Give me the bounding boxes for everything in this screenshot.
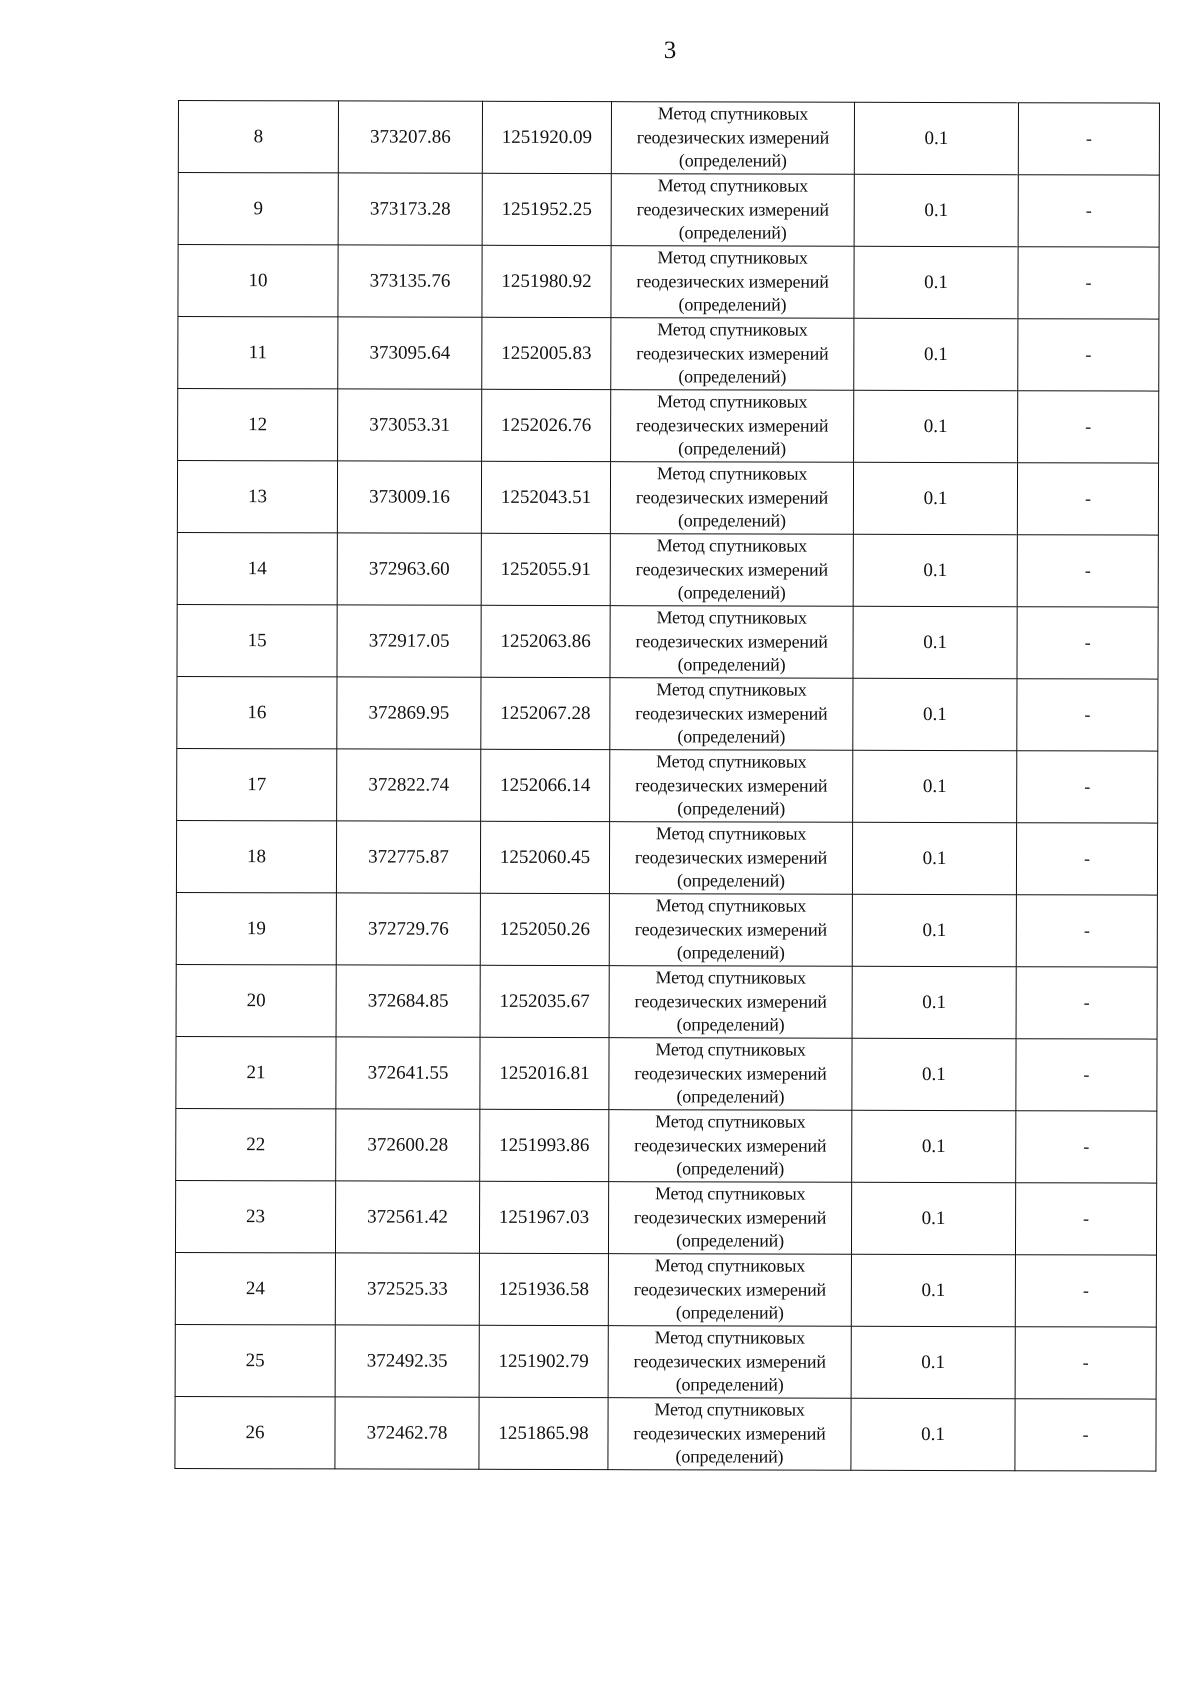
y-coordinate-cell: 1252026.76 xyxy=(482,389,611,461)
x-coordinate-cell: 372963.60 xyxy=(337,533,481,605)
description-cell: - xyxy=(1018,319,1159,391)
method-line: Метод спутниковых xyxy=(656,679,807,701)
method-line: (определений) xyxy=(678,150,787,171)
point-number-cell: 10 xyxy=(178,245,338,317)
method-cell xyxy=(609,822,852,895)
method-line: (определений) xyxy=(678,366,787,387)
point-number-cell: 22 xyxy=(176,1108,336,1180)
coordinates-table-body xyxy=(175,101,1160,1472)
method-line: (определений) xyxy=(677,510,786,531)
method-line: Метод спутниковых xyxy=(655,1039,806,1061)
table-row xyxy=(178,245,1159,320)
method-line: геодезических измерений xyxy=(633,1206,827,1228)
method-line: геодезических измерений xyxy=(636,270,829,292)
y-coordinate-cell: 1251865.98 xyxy=(479,1397,608,1469)
description-cell: - xyxy=(1016,823,1157,895)
method-line: (определений) xyxy=(677,582,786,603)
description-cell: - xyxy=(1016,967,1157,1039)
method-line: Метод спутниковых xyxy=(654,1255,806,1277)
y-coordinate-cell: 1251980.92 xyxy=(482,245,611,317)
description-cell: - xyxy=(1015,1399,1156,1471)
y-coordinate-cell: 1252035.67 xyxy=(480,965,609,1037)
method-line: геодезических измерений xyxy=(633,1422,826,1444)
description-cell: - xyxy=(1016,895,1157,967)
method-line: Метод спутниковых xyxy=(655,823,807,845)
method-line: геодезических измерений xyxy=(634,990,827,1012)
table-row xyxy=(176,1108,1157,1183)
method-line: (определений) xyxy=(676,942,785,963)
method-line: Метод спутниковых xyxy=(655,967,806,989)
description-cell: - xyxy=(1015,1183,1156,1255)
method-line: Метод спутниковых xyxy=(654,1183,806,1205)
method-cell xyxy=(610,606,853,679)
method-line: Метод спутниковых xyxy=(657,391,808,413)
x-coordinate-cell: 372775.87 xyxy=(336,821,480,893)
table-row xyxy=(177,748,1158,823)
description-cell: - xyxy=(1016,1111,1157,1183)
point-number-cell: 23 xyxy=(175,1180,335,1252)
accuracy-cell: 0.1 xyxy=(852,966,1016,1038)
y-coordinate-cell: 1252005.83 xyxy=(482,317,611,389)
point-number-cell: 15 xyxy=(177,604,337,676)
method-cell xyxy=(610,750,853,823)
table-row xyxy=(176,892,1157,967)
point-number-cell: 17 xyxy=(177,748,337,820)
description-cell: - xyxy=(1017,463,1158,535)
method-line: Метод спутниковых xyxy=(656,607,807,629)
description-cell: - xyxy=(1015,1327,1156,1399)
method-line: (определений) xyxy=(676,1014,785,1035)
method-line: (определений) xyxy=(678,294,787,315)
table-row xyxy=(178,389,1159,464)
description-cell: - xyxy=(1018,103,1159,175)
method-line: Метод спутниковых xyxy=(657,175,808,197)
description-cell: - xyxy=(1017,535,1158,607)
point-number-cell: 26 xyxy=(175,1396,335,1468)
accuracy-cell: 0.1 xyxy=(854,390,1018,462)
table-row xyxy=(177,676,1158,751)
x-coordinate-cell: 373095.64 xyxy=(338,317,482,389)
method-line: (определений) xyxy=(677,726,786,747)
accuracy-cell: 0.1 xyxy=(851,1326,1015,1398)
point-number-cell: 24 xyxy=(175,1252,335,1324)
table-row xyxy=(175,1180,1156,1255)
point-number-cell: 8 xyxy=(178,101,338,173)
method-line: (определений) xyxy=(677,798,786,819)
method-line: геодезических измерений xyxy=(635,414,829,436)
method-line: (определений) xyxy=(678,222,787,243)
method-line: геодезических измерений xyxy=(633,1350,826,1372)
description-cell: - xyxy=(1017,607,1158,679)
description-cell: - xyxy=(1018,391,1159,463)
method-line: Метод спутниковых xyxy=(656,463,808,485)
point-number-cell: 13 xyxy=(177,461,337,533)
point-number-cell: 16 xyxy=(177,676,337,748)
method-line: геодезических измерений xyxy=(635,486,829,508)
method-line: (определений) xyxy=(675,1446,784,1467)
method-line: геодезических измерений xyxy=(634,1062,827,1084)
method-cell xyxy=(608,1254,851,1327)
y-coordinate-cell: 1252063.86 xyxy=(481,605,610,677)
method-line: геодезических измерений xyxy=(635,630,828,652)
method-cell xyxy=(610,462,853,535)
method-line: (определений) xyxy=(676,1086,785,1107)
y-coordinate-cell: 1252016.81 xyxy=(480,1037,609,1109)
method-cell xyxy=(608,1326,851,1399)
y-coordinate-cell: 1252055.91 xyxy=(481,533,610,605)
page-number: 3 xyxy=(663,37,677,64)
method-cell xyxy=(611,246,854,319)
method-line: (определений) xyxy=(677,654,786,675)
table-row xyxy=(175,1324,1156,1399)
table-row xyxy=(176,1036,1157,1111)
method-line: (определений) xyxy=(675,1302,784,1323)
accuracy-cell: 0.1 xyxy=(853,750,1017,822)
x-coordinate-cell: 372729.76 xyxy=(336,893,480,965)
method-line: (определений) xyxy=(676,1230,784,1251)
y-coordinate-cell: 1251920.09 xyxy=(482,101,611,173)
y-coordinate-cell: 1252066.14 xyxy=(481,749,610,821)
method-cell xyxy=(609,894,852,967)
accuracy-cell: 0.1 xyxy=(853,606,1017,678)
point-number-cell: 21 xyxy=(176,1036,336,1108)
x-coordinate-cell: 373207.86 xyxy=(338,101,482,173)
method-line: Метод спутниковых xyxy=(654,1327,805,1349)
method-line: Метод спутниковых xyxy=(655,1111,806,1133)
description-cell: - xyxy=(1017,679,1158,751)
point-number-cell: 18 xyxy=(176,820,336,892)
x-coordinate-cell: 372641.55 xyxy=(336,1037,480,1109)
method-line: геодезических измерений xyxy=(634,1134,827,1156)
x-coordinate-cell: 372869.95 xyxy=(337,677,481,749)
table-row xyxy=(176,820,1157,895)
y-coordinate-cell: 1251902.79 xyxy=(479,1325,608,1397)
x-coordinate-cell: 372917.05 xyxy=(337,605,481,677)
accuracy-cell: 0.1 xyxy=(854,102,1018,174)
method-cell xyxy=(610,534,853,607)
method-line: Метод спутниковых xyxy=(654,1399,805,1421)
accuracy-cell: 0.1 xyxy=(852,1038,1016,1110)
y-coordinate-cell: 1252060.45 xyxy=(480,821,609,893)
table-row xyxy=(177,532,1158,607)
accuracy-cell: 0.1 xyxy=(852,1110,1016,1182)
point-number-cell: 20 xyxy=(176,964,336,1036)
table-row xyxy=(175,1252,1156,1327)
method-cell xyxy=(611,174,854,247)
method-cell xyxy=(610,678,853,751)
x-coordinate-cell: 372822.74 xyxy=(337,749,481,821)
table-row xyxy=(177,461,1158,536)
x-coordinate-cell: 372684.85 xyxy=(336,965,480,1037)
y-coordinate-cell: 1251936.58 xyxy=(479,1253,608,1325)
method-line: Метод спутниковых xyxy=(655,895,807,917)
accuracy-cell: 0.1 xyxy=(854,174,1018,246)
method-line: (определений) xyxy=(676,1158,785,1179)
method-cell xyxy=(611,318,854,391)
description-cell: - xyxy=(1015,1255,1156,1327)
description-cell: - xyxy=(1016,1039,1157,1111)
table-row xyxy=(175,1396,1156,1471)
table-row xyxy=(178,101,1159,176)
y-coordinate-cell: 1252050.26 xyxy=(480,893,609,965)
x-coordinate-cell: 373135.76 xyxy=(338,245,482,317)
point-number-cell: 9 xyxy=(178,173,338,245)
method-cell xyxy=(608,1398,851,1471)
point-number-cell: 25 xyxy=(175,1324,335,1396)
method-line: Метод спутниковых xyxy=(657,103,809,125)
description-cell: - xyxy=(1018,247,1159,319)
method-line: геодезических измерений xyxy=(636,342,829,364)
x-coordinate-cell: 372492.35 xyxy=(335,1325,479,1397)
table-row xyxy=(178,173,1159,248)
method-line: геодезических измерений xyxy=(636,126,830,148)
method-line: (определений) xyxy=(677,870,785,891)
method-line: Метод спутниковых xyxy=(656,751,807,773)
x-coordinate-cell: 373009.16 xyxy=(337,461,481,533)
description-cell: - xyxy=(1018,175,1159,247)
method-line: геодезических измерений xyxy=(633,1278,827,1300)
method-cell xyxy=(608,1182,851,1255)
method-line: (определений) xyxy=(678,438,787,459)
method-line: Метод спутниковых xyxy=(657,247,808,269)
y-coordinate-cell: 1251967.03 xyxy=(479,1181,608,1253)
method-line: геодезических измерений xyxy=(635,774,828,796)
description-cell: - xyxy=(1017,751,1158,823)
accuracy-cell: 0.1 xyxy=(851,1398,1015,1470)
method-line: Метод спутниковых xyxy=(656,535,808,557)
method-line: геодезических измерений xyxy=(634,918,827,940)
accuracy-cell: 0.1 xyxy=(854,318,1018,390)
method-line: геодезических измерений xyxy=(635,558,828,580)
method-line: (определений) xyxy=(675,1374,784,1395)
point-number-cell: 11 xyxy=(178,317,338,389)
accuracy-cell: 0.1 xyxy=(852,894,1016,966)
point-number-cell: 12 xyxy=(178,389,338,461)
x-coordinate-cell: 373173.28 xyxy=(338,173,482,245)
x-coordinate-cell: 372561.42 xyxy=(335,1181,479,1253)
accuracy-cell: 0.1 xyxy=(853,534,1017,606)
method-cell xyxy=(611,102,854,175)
accuracy-cell: 0.1 xyxy=(853,678,1017,750)
coordinates-table xyxy=(174,100,1160,1472)
point-number-cell: 19 xyxy=(176,892,336,964)
y-coordinate-cell: 1252067.28 xyxy=(481,677,610,749)
method-cell xyxy=(609,1038,852,1111)
accuracy-cell: 0.1 xyxy=(851,1182,1015,1254)
accuracy-cell: 0.1 xyxy=(852,822,1016,894)
table-row xyxy=(176,964,1157,1039)
y-coordinate-cell: 1251952.25 xyxy=(482,173,611,245)
x-coordinate-cell: 373053.31 xyxy=(338,389,482,461)
table-row xyxy=(177,604,1158,679)
x-coordinate-cell: 372462.78 xyxy=(335,1397,479,1469)
point-number-cell: 14 xyxy=(177,532,337,604)
method-line: геодезических измерений xyxy=(635,702,828,724)
y-coordinate-cell: 1251993.86 xyxy=(480,1109,609,1181)
accuracy-cell: 0.1 xyxy=(854,246,1018,318)
method-cell xyxy=(611,390,854,463)
table-row xyxy=(178,317,1159,392)
method-line: Метод спутниковых xyxy=(657,319,808,341)
y-coordinate-cell: 1252043.51 xyxy=(481,461,610,533)
accuracy-cell: 0.1 xyxy=(851,1254,1015,1326)
method-cell xyxy=(609,1110,852,1183)
method-line: геодезических измерений xyxy=(636,198,829,220)
accuracy-cell: 0.1 xyxy=(853,462,1017,534)
method-line: геодезических измерений xyxy=(634,846,828,868)
method-cell xyxy=(609,966,852,1039)
x-coordinate-cell: 372600.28 xyxy=(336,1109,480,1181)
x-coordinate-cell: 372525.33 xyxy=(335,1253,479,1325)
